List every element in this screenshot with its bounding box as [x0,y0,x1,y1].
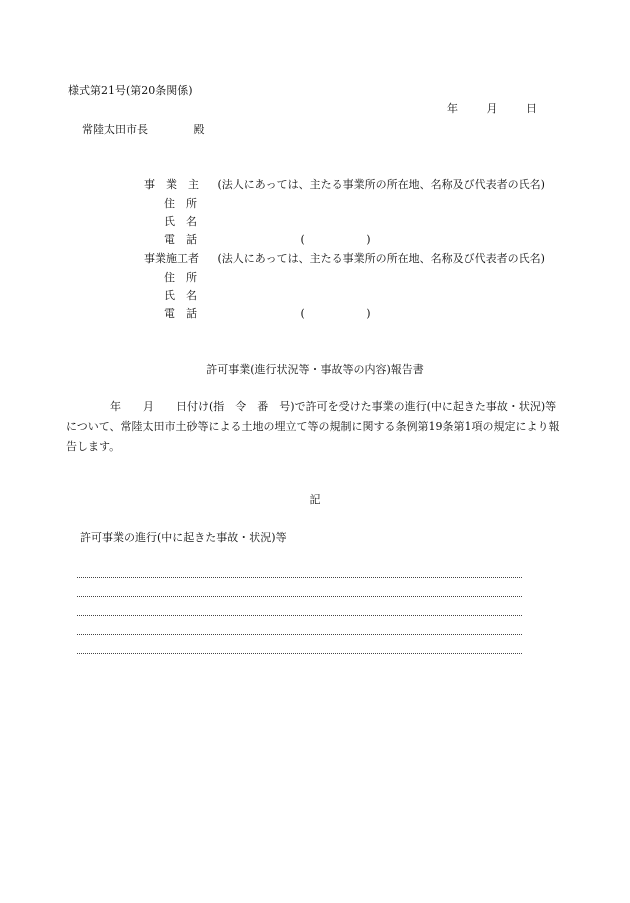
contractor-label: 事業施工者 [144,252,199,265]
section-heading: 許可事業の進行(中に起きた事故・状況)等 [80,531,287,544]
business-owner-phone-close: ) [366,233,371,246]
contractor-phone-label: 電 話 [164,307,197,320]
entry-line[interactable] [77,653,522,654]
business-owner-phone-open: ( [300,233,305,246]
addressee-name: 常陸太田市長 [82,123,148,136]
form-number: 様式第21号(第20条関係) [68,84,193,97]
entry-line[interactable] [77,577,522,578]
contractor-name-label: 氏 名 [164,289,197,302]
business-owner-name-label: 氏 名 [164,215,197,228]
business-owner-label: 事 業 主 [144,178,199,191]
contractor-name-row [164,287,208,303]
business-owner-phone-label: 電 話 [164,233,197,246]
contractor-phone-close: ) [366,307,371,320]
entry-line[interactable] [77,634,522,635]
date-line [447,100,537,116]
contractor-address-row [164,269,208,285]
business-owner-address-label: 住 所 [164,197,197,210]
document-title: 許可事業(進行状況等・事故等の内容)報告書 [206,363,424,376]
contractor-phone-open: ( [300,307,305,320]
entry-line[interactable] [77,596,522,597]
contractor-row [144,250,545,266]
date-day: 日 [526,102,537,115]
business-owner-name-row [164,213,208,229]
ki-mark: 記 [309,493,321,506]
contractor-note: (法人にあっては、主たる事業所の所在地、名称及び代表者の氏名) [217,252,545,265]
business-owner-phone-row [164,231,371,247]
business-owner-address-row [164,195,208,211]
date-month: 月 [486,102,498,115]
addressee-honorific: 殿 [193,123,205,136]
date-year: 年 [447,102,458,115]
business-owner-note: (法人にあっては、主たる事業所の所在地、名称及び代表者の氏名) [217,178,545,191]
addressee [82,121,205,137]
body-paragraph: 年 月 日付け(指 令 番 号)で許可を受けた事業の進行(中に起きた事故・状況)等について、常陸太田市土砂等による土地の埋立て等の規制に関する条例第19条第1項の規定により報告します。 [66,400,560,453]
contractor-phone-row [164,305,371,321]
business-owner-row [144,176,545,192]
contractor-address-label: 住 所 [164,271,197,284]
entry-line[interactable] [77,615,522,616]
